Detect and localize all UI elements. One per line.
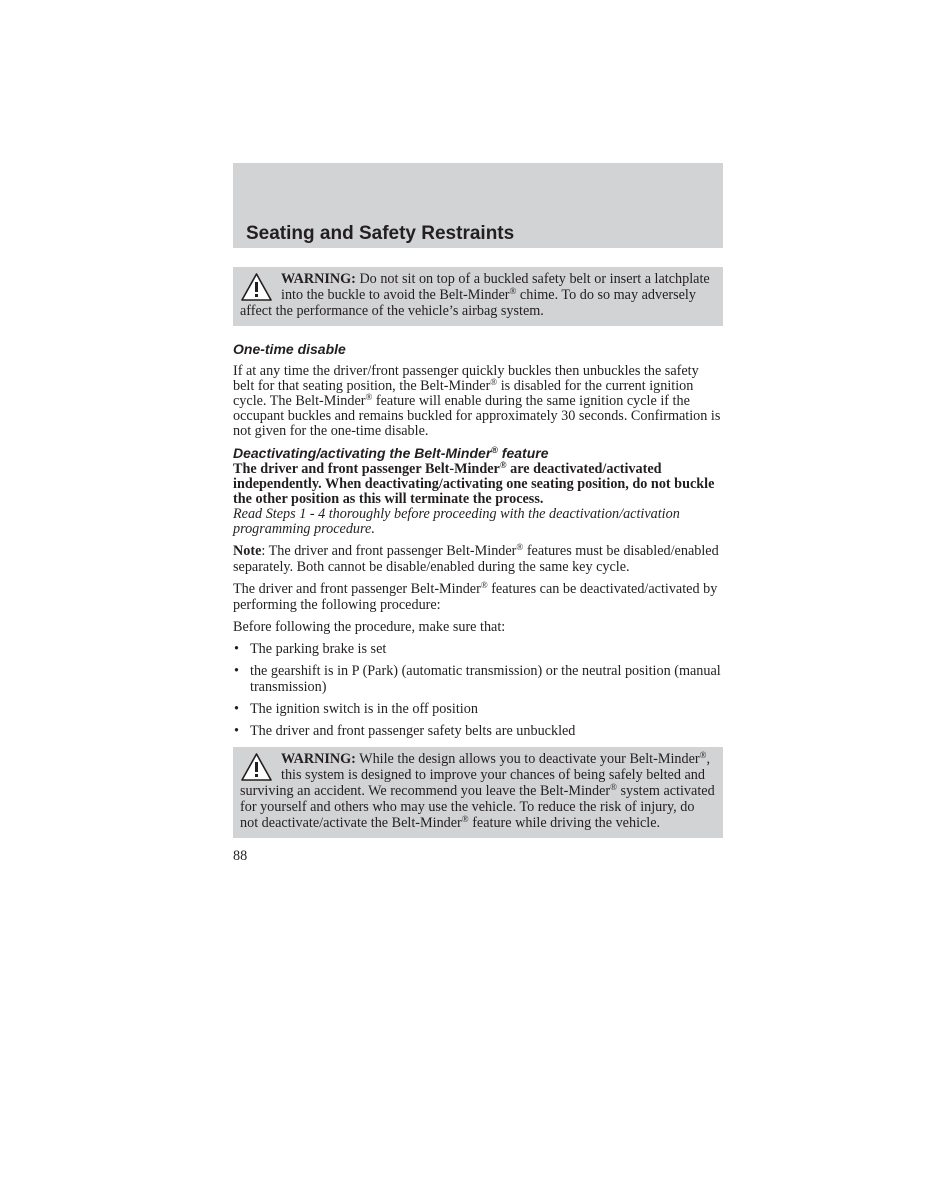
para-text: The driver and front passenger Belt-Minder — [233, 581, 481, 597]
para-text: feature will enable during the same ignition cycle if the occupant buckles and remains buckled for approximately 30 seconds. Confirmation is not given for the one-time disable. — [233, 393, 721, 439]
warning-text-cont: , this system is designed to improve your chances of being safely belted and surviving an accident. We recommend you leave the Belt-Minder — [240, 751, 710, 799]
section-header-band — [233, 163, 723, 248]
italic-instruction-paragraph: Read Steps 1 - 4 thoroughly before proceeding with the deactivation/activation programming procedure. — [233, 506, 680, 537]
registered-mark: ® — [516, 542, 524, 552]
bullet-icon: • — [234, 701, 239, 717]
bullet-icon: • — [234, 663, 239, 679]
manual-page — [233, 163, 723, 864]
para-text: The driver and front passenger Belt-Minder — [233, 461, 500, 477]
warning-text: Do not sit on top of a buckled safety belt or insert a latchplate into the buckle to avoid the Belt-Minder — [281, 271, 710, 303]
para-text: features must be disabled/enabled separately. Both cannot be disable/enabled during the same key cycle. — [233, 543, 719, 575]
checklist-intro-paragraph: Before following the procedure, make sure that: — [233, 619, 506, 635]
note-label: Note — [233, 543, 262, 559]
registered-mark: ® — [461, 814, 469, 824]
list-item — [233, 641, 723, 657]
page-number: 88 — [233, 848, 248, 864]
warning-triangle-icon — [240, 752, 273, 782]
registered-mark: ® — [499, 460, 507, 470]
warning-text: While the design allows you to deactivate your Belt-Minder — [355, 751, 700, 767]
registered-mark: ® — [491, 445, 498, 455]
registered-mark: ® — [610, 782, 617, 792]
heading-deactivating-belt-minder — [233, 445, 723, 462]
para-text: features can be deactivated/activated by performing the following procedure: — [233, 581, 718, 613]
warning-text-cont: chime. To do so may adversely affect the performance of the vehicle’s airbag system. — [240, 287, 696, 319]
warning-triangle-icon — [240, 272, 273, 302]
registered-mark: ® — [509, 286, 517, 296]
list-item-text: the gearshift is in P (Park) (automatic transmission) or the neutral position (manual transmission) — [250, 663, 721, 695]
heading-text: feature — [497, 445, 549, 461]
procedure-intro-paragraph — [233, 581, 723, 613]
list-item-text: The driver and front passenger safety belts are unbuckled — [250, 723, 576, 739]
heading-text: Deactivating/activating the Belt-Minder — [233, 445, 492, 461]
para-text: is disabled for the current ignition cycle. The Belt-Minder — [233, 378, 694, 409]
bold-instruction-paragraph — [233, 462, 723, 507]
list-item — [233, 723, 723, 739]
warning-label: WARNING: — [281, 271, 356, 287]
warning-box-1 — [233, 267, 723, 326]
list-item-text: The ignition switch is in the off position — [250, 701, 478, 717]
registered-mark: ® — [699, 750, 707, 760]
para-text: are deactivated/activated independently. When deactivating/activating one seating position, do not buckle the other position as this will terminate the process. — [233, 461, 715, 507]
one-time-disable-paragraph — [233, 364, 723, 439]
warning-box-2 — [233, 747, 723, 838]
list-item — [233, 701, 723, 717]
para-text: : The driver and front passenger Belt-Minder — [261, 543, 517, 559]
bullet-icon: • — [234, 641, 239, 657]
list-item-text: The parking brake is set — [250, 641, 387, 657]
warning-label: WARNING: — [281, 751, 356, 767]
registered-mark: ® — [480, 580, 488, 590]
para-text: If at any time the driver/front passenger quickly buckles then unbuckles the safety belt for that seating position, the Belt-Minder — [233, 363, 699, 394]
heading-one-time-disable: One-time disable — [233, 341, 346, 357]
note-paragraph — [233, 543, 723, 575]
registered-mark: ® — [490, 377, 498, 387]
warning-text-cont: feature while driving the vehicle. — [468, 815, 661, 831]
warning-text-cont: system activated for yourself and others who may use the vehicle. To reduce the risk of injury, do not deactivate/activate the Belt-Minder — [240, 783, 715, 831]
registered-mark: ® — [365, 392, 373, 402]
page-title: Seating and Safety Restraints — [246, 223, 515, 244]
list-item — [233, 663, 723, 695]
bullet-icon: • — [234, 723, 239, 739]
checklist — [233, 641, 723, 739]
